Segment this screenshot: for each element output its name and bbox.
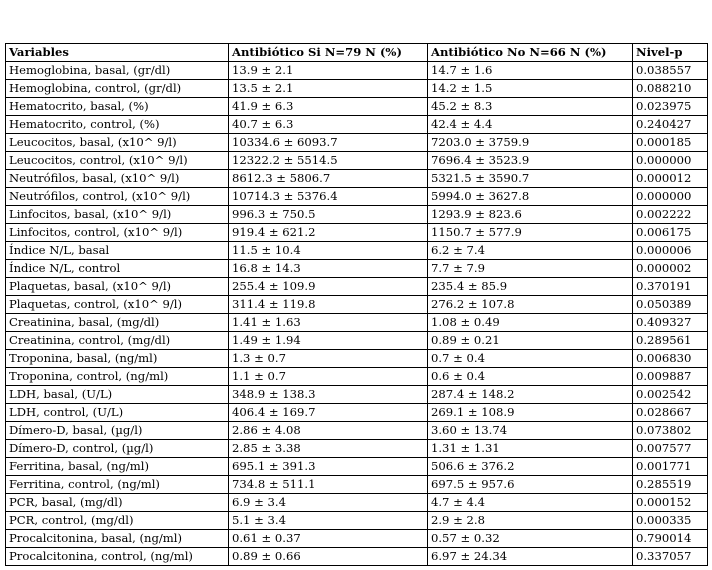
p-value-cell: 0.000000 [633,152,708,170]
antibiotic-yes-cell: 0.89 ± 0.66 [229,548,428,566]
antibiotic-yes-cell: 996.3 ± 750.5 [229,206,428,224]
antibiotic-no-cell: 0.57 ± 0.32 [428,530,633,548]
table-row [6,152,708,170]
variable-cell: Ferritina, control, (ng/ml) [6,476,229,494]
table-row [6,260,708,278]
antibiotic-yes-cell: 1.3 ± 0.7 [229,350,428,368]
variable-cell: Índice N/L, basal [6,242,229,260]
p-value-cell: 0.006830 [633,350,708,368]
table-row [6,206,708,224]
antibiotic-yes-cell: 10334.6 ± 6093.7 [229,134,428,152]
antibiotic-no-cell: 1293.9 ± 823.6 [428,206,633,224]
header-antibiotic-yes: Antibiótico Si N=79 N (%) [229,44,428,62]
antibiotic-no-cell: 1150.7 ± 577.9 [428,224,633,242]
p-value-cell: 0.007577 [633,440,708,458]
header-variables: Variables [6,44,229,62]
variable-cell: Neutrófilos, basal, (x10^ 9/l) [6,170,229,188]
table-row [6,332,708,350]
antibiotic-yes-cell: 1.49 ± 1.94 [229,332,428,350]
p-value-cell: 0.000002 [633,260,708,278]
p-value-cell: 0.088210 [633,80,708,98]
antibiotic-no-cell: 6.2 ± 7.4 [428,242,633,260]
p-value-cell: 0.285519 [633,476,708,494]
antibiotic-no-cell: 0.7 ± 0.4 [428,350,633,368]
antibiotic-no-cell: 0.6 ± 0.4 [428,368,633,386]
antibiotic-no-cell: 6.97 ± 24.34 [428,548,633,566]
variable-cell: Creatinina, basal, (mg/dl) [6,314,229,332]
p-value-cell: 0.006175 [633,224,708,242]
antibiotic-no-cell: 506.6 ± 376.2 [428,458,633,476]
variable-cell: Neutrófilos, control, (x10^ 9/l) [6,188,229,206]
variable-cell: Dímero-D, control, (µg/l) [6,440,229,458]
table-row [6,440,708,458]
antibiotic-yes-cell: 12322.2 ± 5514.5 [229,152,428,170]
table-row [6,296,708,314]
antibiotic-yes-cell: 6.9 ± 3.4 [229,494,428,512]
antibiotic-yes-cell: 8612.3 ± 5806.7 [229,170,428,188]
antibiotic-yes-cell: 13.9 ± 2.1 [229,62,428,80]
variable-cell: PCR, basal, (mg/dl) [6,494,229,512]
antibiotic-no-cell: 7.7 ± 7.9 [428,260,633,278]
antibiotic-no-cell: 5321.5 ± 3590.7 [428,170,633,188]
table-row [6,422,708,440]
antibiotic-yes-cell: 0.61 ± 0.37 [229,530,428,548]
variable-cell: Plaquetas, basal, (x10^ 9/l) [6,278,229,296]
table-row [6,80,708,98]
variable-cell: Procalcitonina, basal, (ng/ml) [6,530,229,548]
variable-cell: Leucocitos, basal, (x10^ 9/l) [6,134,229,152]
antibiotic-no-cell: 7696.4 ± 3523.9 [428,152,633,170]
antibiotic-no-cell: 14.7 ± 1.6 [428,62,633,80]
antibiotic-no-cell: 276.2 ± 107.8 [428,296,633,314]
p-value-cell: 0.002542 [633,386,708,404]
table-row [6,170,708,188]
antibiotic-yes-cell: 2.85 ± 3.38 [229,440,428,458]
table-body [6,62,708,566]
table-row [6,188,708,206]
antibiotic-no-cell: 14.2 ± 1.5 [428,80,633,98]
variable-cell: Dímero-D, basal, (µg/l) [6,422,229,440]
antibiotic-yes-cell: 348.9 ± 138.3 [229,386,428,404]
variable-cell: Hemoglobina, control, (gr/dl) [6,80,229,98]
variable-cell: Linfocitos, basal, (x10^ 9/l) [6,206,229,224]
table-row [6,278,708,296]
antibiotic-yes-cell: 41.9 ± 6.3 [229,98,428,116]
antibiotic-no-cell: 2.9 ± 2.8 [428,512,633,530]
p-value-cell: 0.240427 [633,116,708,134]
p-value-cell: 0.028667 [633,404,708,422]
table-row [6,476,708,494]
antibiotic-yes-cell: 2.86 ± 4.08 [229,422,428,440]
p-value-cell: 0.002222 [633,206,708,224]
antibiotic-yes-cell: 13.5 ± 2.1 [229,80,428,98]
header-antibiotic-no: Antibiótico No N=66 N (%) [428,44,633,62]
antibiotic-no-cell: 0.89 ± 0.21 [428,332,633,350]
p-value-cell: 0.000185 [633,134,708,152]
p-value-cell: 0.009887 [633,368,708,386]
antibiotic-no-cell: 697.5 ± 957.6 [428,476,633,494]
p-value-cell: 0.073802 [633,422,708,440]
p-value-cell: 0.370191 [633,278,708,296]
antibiotic-yes-cell: 734.8 ± 511.1 [229,476,428,494]
antibiotic-yes-cell: 255.4 ± 109.9 [229,278,428,296]
table-row [6,494,708,512]
p-value-cell: 0.409327 [633,314,708,332]
antibiotic-no-cell: 287.4 ± 148.2 [428,386,633,404]
antibiotic-yes-cell: 919.4 ± 621.2 [229,224,428,242]
antibiotic-no-cell: 1.08 ± 0.49 [428,314,633,332]
variable-cell: LDH, control, (U/L) [6,404,229,422]
antibiotic-no-cell: 7203.0 ± 3759.9 [428,134,633,152]
p-value-cell: 0.000000 [633,188,708,206]
antibiotic-yes-cell: 406.4 ± 169.7 [229,404,428,422]
p-value-cell: 0.038557 [633,62,708,80]
antibiotic-no-cell: 1.31 ± 1.31 [428,440,633,458]
variable-cell: Hematocrito, basal, (%) [6,98,229,116]
antibiotic-no-cell: 269.1 ± 108.9 [428,404,633,422]
results-table [5,43,708,566]
variable-cell: Ferritina, basal, (ng/ml) [6,458,229,476]
p-value-cell: 0.001771 [633,458,708,476]
p-value-cell: 0.000012 [633,170,708,188]
antibiotic-yes-cell: 10714.3 ± 5376.4 [229,188,428,206]
table-row [6,458,708,476]
table-row [6,368,708,386]
table-row [6,548,708,566]
p-value-cell: 0.289561 [633,332,708,350]
antibiotic-no-cell: 235.4 ± 85.9 [428,278,633,296]
variable-cell: Índice N/L, control [6,260,229,278]
variable-cell: PCR, control, (mg/dl) [6,512,229,530]
header-p-value: Nivel-p [633,44,708,62]
antibiotic-yes-cell: 5.1 ± 3.4 [229,512,428,530]
table-row [6,314,708,332]
variable-cell: Linfocitos, control, (x10^ 9/l) [6,224,229,242]
table-row [6,530,708,548]
table-row [6,134,708,152]
p-value-cell: 0.000152 [633,494,708,512]
antibiotic-no-cell: 4.7 ± 4.4 [428,494,633,512]
antibiotic-no-cell: 45.2 ± 8.3 [428,98,633,116]
antibiotic-no-cell: 3.60 ± 13.74 [428,422,633,440]
p-value-cell: 0.023975 [633,98,708,116]
table-row [6,386,708,404]
antibiotic-yes-cell: 695.1 ± 391.3 [229,458,428,476]
variable-cell: Creatinina, control, (mg/dl) [6,332,229,350]
variable-cell: LDH, basal, (U/L) [6,386,229,404]
p-value-cell: 0.337057 [633,548,708,566]
results-table-container [5,43,707,566]
antibiotic-yes-cell: 16.8 ± 14.3 [229,260,428,278]
table-row [6,242,708,260]
variable-cell: Hematocrito, control, (%) [6,116,229,134]
variable-cell: Troponina, control, (ng/ml) [6,368,229,386]
antibiotic-yes-cell: 311.4 ± 119.8 [229,296,428,314]
variable-cell: Procalcitonina, control, (ng/ml) [6,548,229,566]
table-row [6,404,708,422]
antibiotic-no-cell: 42.4 ± 4.4 [428,116,633,134]
variable-cell: Hemoglobina, basal, (gr/dl) [6,62,229,80]
table-row [6,116,708,134]
table-header-row [6,44,708,62]
antibiotic-yes-cell: 40.7 ± 6.3 [229,116,428,134]
p-value-cell: 0.000006 [633,242,708,260]
table-row [6,350,708,368]
table-row [6,224,708,242]
variable-cell: Leucocitos, control, (x10^ 9/l) [6,152,229,170]
antibiotic-yes-cell: 1.1 ± 0.7 [229,368,428,386]
antibiotic-no-cell: 5994.0 ± 3627.8 [428,188,633,206]
p-value-cell: 0.000335 [633,512,708,530]
antibiotic-yes-cell: 1.41 ± 1.63 [229,314,428,332]
table-row [6,512,708,530]
variable-cell: Plaquetas, control, (x10^ 9/l) [6,296,229,314]
p-value-cell: 0.050389 [633,296,708,314]
p-value-cell: 0.790014 [633,530,708,548]
variable-cell: Troponina, basal, (ng/ml) [6,350,229,368]
antibiotic-yes-cell: 11.5 ± 10.4 [229,242,428,260]
table-row [6,62,708,80]
table-row [6,98,708,116]
